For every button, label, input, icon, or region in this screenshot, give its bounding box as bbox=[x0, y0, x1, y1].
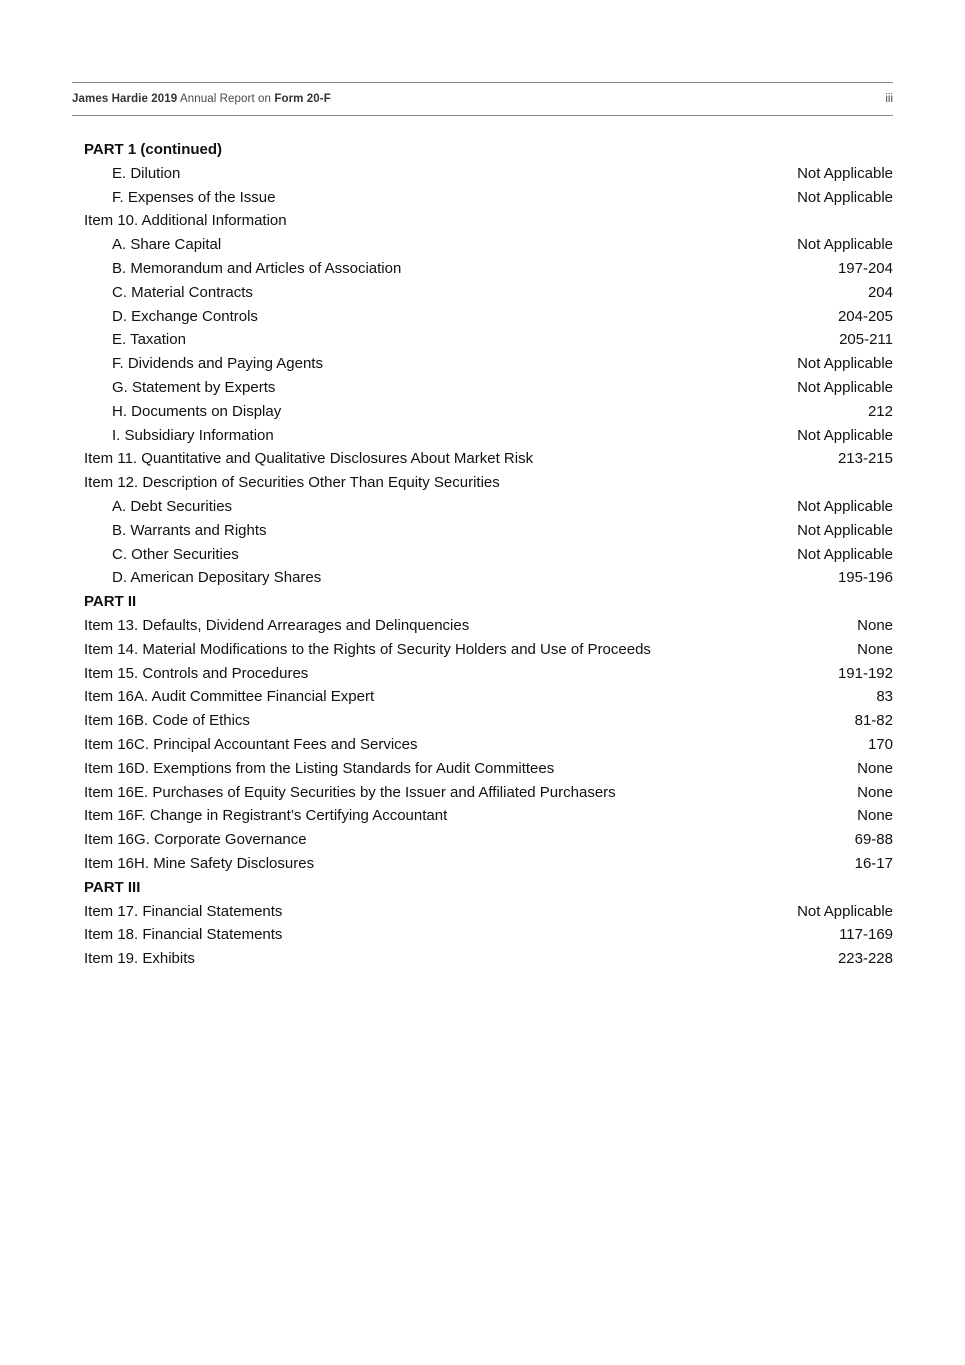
toc-entry-page: None bbox=[857, 616, 893, 634]
toc-row[interactable] bbox=[72, 733, 893, 757]
toc-entry-page: None bbox=[857, 759, 893, 777]
toc-entry-page: Not Applicable bbox=[797, 164, 893, 182]
toc-entry-label: E. Taxation bbox=[112, 331, 186, 349]
toc-row[interactable] bbox=[72, 566, 893, 590]
toc-row[interactable] bbox=[72, 138, 893, 162]
header-title bbox=[72, 93, 331, 105]
toc-entry-label: PART 1 (continued) bbox=[84, 141, 223, 158]
toc-entry-page: Not Applicable bbox=[797, 902, 893, 920]
toc-row[interactable] bbox=[72, 614, 893, 638]
toc-entry-label: E. Dilution bbox=[112, 164, 181, 182]
toc-entry-label: PART II bbox=[84, 593, 137, 611]
toc-row[interactable] bbox=[72, 662, 893, 686]
toc-entry-page: 195-196 bbox=[837, 569, 893, 587]
toc-row[interactable] bbox=[72, 352, 893, 376]
toc-entry-label: Item 10. Additional Information bbox=[84, 212, 287, 230]
header-title-middle: Annual Report on bbox=[177, 93, 275, 105]
toc-entry-label: Item 16B. Code of Ethics bbox=[84, 712, 250, 730]
toc-entry-label: Item 16A. Audit Committee Financial Expert bbox=[84, 688, 375, 706]
toc-row[interactable] bbox=[72, 447, 893, 471]
toc-row[interactable] bbox=[72, 400, 893, 424]
toc-entry-label: C. Material Contracts bbox=[112, 283, 253, 301]
toc-entry-page: 212 bbox=[867, 402, 893, 420]
toc-entry-page: 204-205 bbox=[837, 307, 893, 325]
toc-row[interactable] bbox=[72, 876, 893, 900]
toc-row[interactable] bbox=[72, 923, 893, 947]
toc-entry-label: Item 11. Quantitative and Qualitative Disclosures About Market Risk bbox=[84, 450, 534, 468]
toc-row[interactable] bbox=[72, 638, 893, 662]
toc-entry-page: 191-192 bbox=[837, 664, 893, 682]
toc-entry-page: 213-215 bbox=[837, 450, 893, 468]
toc-entry-page: 223-228 bbox=[837, 950, 893, 968]
toc-entry-label: D. American Depositary Shares bbox=[112, 569, 322, 587]
toc-entry-label: Item 13. Defaults, Dividend Arrearages and Delinquencies bbox=[84, 616, 470, 634]
toc-entry-label: D. Exchange Controls bbox=[112, 307, 258, 325]
toc-entry-label: PART III bbox=[84, 878, 141, 896]
toc-entry-page: Not Applicable bbox=[797, 236, 893, 254]
toc-row[interactable] bbox=[72, 305, 893, 329]
toc-entry-label: Item 16C. Principal Accountant Fees and Services bbox=[84, 735, 418, 753]
toc-entry-label: G. Statement by Experts bbox=[112, 378, 276, 396]
toc-entry-label: C. Other Securities bbox=[112, 545, 239, 563]
toc-row[interactable] bbox=[72, 376, 893, 400]
toc-row[interactable] bbox=[72, 590, 893, 614]
toc-entry-page: 81-82 bbox=[854, 712, 893, 730]
toc-row[interactable] bbox=[72, 186, 893, 210]
toc-row[interactable] bbox=[72, 162, 893, 186]
toc-row[interactable] bbox=[72, 947, 893, 971]
header-page-number: iii bbox=[885, 93, 893, 105]
toc-entry-label: B. Warrants and Rights bbox=[112, 521, 267, 539]
toc-row[interactable] bbox=[72, 757, 893, 781]
toc-row[interactable] bbox=[72, 495, 893, 519]
toc-entry-label: Item 18. Financial Statements bbox=[84, 926, 283, 944]
toc-entry-page: None bbox=[857, 783, 893, 801]
toc-entry-page: 83 bbox=[876, 688, 893, 706]
toc-entry-page: 69-88 bbox=[854, 831, 893, 849]
toc-row[interactable] bbox=[72, 328, 893, 352]
toc-entry-page: Not Applicable bbox=[797, 521, 893, 539]
toc-entry-label: H. Documents on Display bbox=[112, 402, 282, 420]
toc-entry-page: Not Applicable bbox=[797, 545, 893, 563]
toc-entry-page: None bbox=[857, 807, 893, 825]
toc-entry-label: Item 16E. Purchases of Equity Securities by the Issuer and Affiliated Purchasers bbox=[84, 783, 616, 801]
toc-entry-label: F. Dividends and Paying Agents bbox=[112, 355, 323, 373]
page-header bbox=[72, 82, 893, 116]
toc-entry-page: Not Applicable bbox=[797, 355, 893, 373]
toc-entry-label: A. Share Capital bbox=[112, 236, 222, 254]
header-title-company: James Hardie 2019 bbox=[72, 93, 178, 105]
toc-entry-page: 205-211 bbox=[839, 331, 893, 349]
toc-entry-label: Item 16F. Change in Registrant’s Certifying Accountant bbox=[84, 807, 448, 825]
toc-row[interactable] bbox=[72, 828, 893, 852]
toc-row[interactable] bbox=[72, 471, 893, 495]
toc-row[interactable] bbox=[72, 233, 893, 257]
toc-entry-label: Item 15. Controls and Procedures bbox=[84, 664, 309, 682]
toc-row[interactable] bbox=[72, 685, 893, 709]
toc-entry-page: None bbox=[857, 640, 893, 658]
toc-row[interactable] bbox=[72, 281, 893, 305]
toc-entry-label: Item 12. Description of Securities Other Than Equity Securities bbox=[84, 474, 500, 492]
toc-entry-label: B. Memorandum and Articles of Association bbox=[112, 259, 402, 277]
toc-entry-label: Item 16D. Exemptions from the Listing Standards for Audit Committees bbox=[84, 759, 555, 777]
toc-entry-page: Not Applicable bbox=[797, 426, 893, 444]
toc-entry-label: Item 16G. Corporate Governance bbox=[84, 831, 307, 849]
toc-entry-page: 117-169 bbox=[839, 926, 893, 944]
toc-entry-page: 170 bbox=[867, 735, 893, 753]
toc-row[interactable] bbox=[72, 804, 893, 828]
toc-row[interactable] bbox=[72, 257, 893, 281]
toc-entry-label: F. Expenses of the Issue bbox=[112, 188, 276, 206]
toc-row[interactable] bbox=[72, 519, 893, 543]
toc-entry-label: Item 16H. Mine Safety Disclosures bbox=[84, 854, 315, 872]
toc-entry-page: Not Applicable bbox=[797, 497, 893, 515]
toc-entry-page: 197-204 bbox=[837, 259, 893, 277]
toc-entry-label: Item 19. Exhibits bbox=[84, 950, 195, 968]
toc-entry-page: Not Applicable bbox=[797, 378, 893, 396]
toc-entry-page: 204 bbox=[867, 283, 893, 301]
toc-entry-label: Item 14. Material Modifications to the Rights of Security Holders and Use of Proceeds bbox=[84, 640, 651, 658]
table-of-contents bbox=[72, 138, 893, 971]
toc-row[interactable] bbox=[72, 543, 893, 567]
header-title-form: Form 20-F bbox=[274, 93, 331, 105]
toc-row[interactable] bbox=[72, 424, 893, 448]
toc-entry-label: I. Subsidiary Information bbox=[112, 426, 274, 444]
toc-entry-label: A. Debt Securities bbox=[112, 497, 233, 515]
toc-row[interactable] bbox=[72, 900, 893, 924]
toc-row[interactable] bbox=[72, 709, 893, 733]
toc-row[interactable] bbox=[72, 781, 893, 805]
toc-entry-page: Not Applicable bbox=[797, 188, 893, 206]
toc-row[interactable] bbox=[72, 852, 893, 876]
toc-entry-label: Item 17. Financial Statements bbox=[84, 902, 283, 920]
toc-entry-page: 16-17 bbox=[854, 854, 893, 872]
toc-row[interactable] bbox=[72, 209, 893, 233]
